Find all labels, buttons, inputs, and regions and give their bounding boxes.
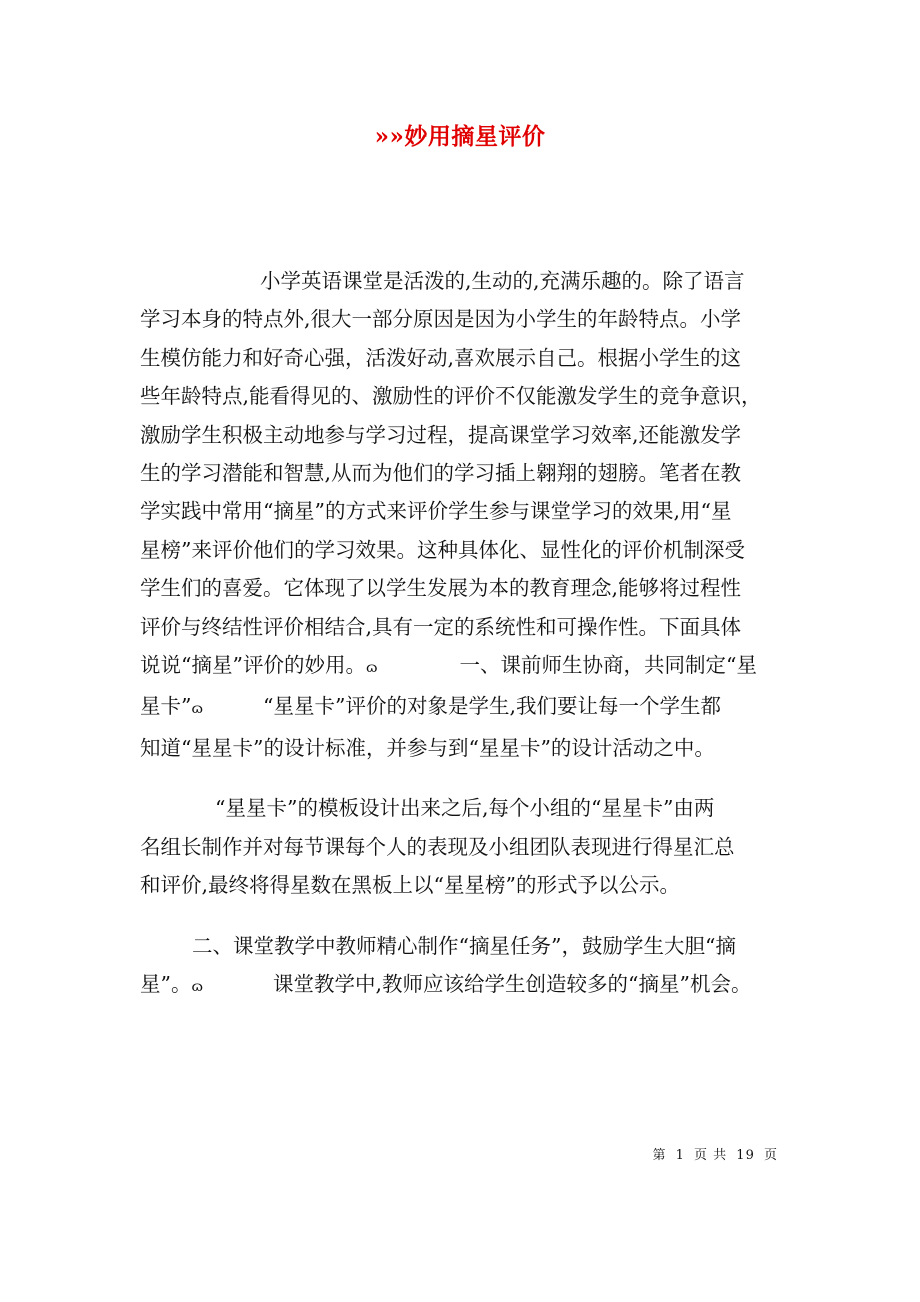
paragraph-line: 和评价,最终将得星数在黑板上以“星星榜”的形式予以公示。 [140,873,680,898]
paragraph-line: 星榜”来评价他们的学习效果。这种具体化、显性化的评价机制深受 [140,537,745,562]
section-heading: 一、课前师生协商，共同制定“星 [459,653,757,678]
paragraph-line: 些年龄特点,能看得见的、激励性的评价不仅能激发学生的竞争意识， [140,384,762,409]
paragraph-line: 名组长制作并对每节课每个人的表现及小组团队表现进行得星汇总 [140,834,735,859]
text-segment: 课堂教学中,教师应该给学生创造较多的“摘星”机会。 [272,971,752,996]
paragraph-line: 学习本身的特点外,很大一部分原因是因为小学生的年龄特点。小学 [140,307,742,332]
paragraph-line: 学实践中常用“摘星”的方式来评价学生参与课堂学习的效果,用“星 [140,499,732,524]
paragraph-line: “星星卡”的模板设计出来之后,每个小组的“星星卡”由两 [215,796,715,821]
paragraph-marker-icon: ɷ [191,701,203,718]
paragraph-line [140,965,784,1006]
paragraph-line: 小学英语课堂是活泼的,生动的,充满乐趣的。除了语言 [260,269,745,293]
footer-suffix: 页 [763,1148,778,1163]
text-segment: 说说“摘星”评价的妙用。 [140,653,366,678]
page-title: »»妙用摘星评价 [374,123,546,150]
paragraph-line: 生模仿能力和好奇心强，活泼好动,喜欢展示自己。根据小学生的这 [140,345,742,370]
paragraph-line: 学生们的喜爱。它体现了以学生发展为本的教育理念,能够将过程性 [140,576,742,601]
footer-page-number: 1 [675,1148,685,1163]
paragraph-line: 二、课堂教学中教师精心制作“摘星任务”，鼓励学生大胆“摘 [192,933,736,958]
paragraph-spacer [140,767,784,789]
paragraph-line [140,646,784,687]
paragraph-marker-icon: ɷ [191,978,203,995]
paragraph-line: 评价与终结性评价相结合,具有一定的系统性和可操作性。下面具体 [140,614,742,639]
paragraph-line: 生的学习潜能和智慧,从而为他们的学习插上翱翔的翅膀。笔者在教 [140,461,742,486]
text-segment: 星”。 [140,971,192,996]
paragraph-1 [140,262,784,767]
paragraph-line: 知道“星星卡”的设计标准，并参与到“星星卡”的设计活动之中。 [140,735,715,760]
footer-total-pages: 19 [736,1148,755,1163]
paragraph-marker-icon: ɷ [365,660,378,677]
paragraph-line [140,687,784,728]
paragraph-2 [140,789,784,904]
footer-prefix: 第 [652,1148,667,1163]
footer-middle: 页 共 [694,1148,728,1163]
paragraph-3 [140,927,784,1007]
text-segment: 星卡” [140,694,192,719]
body-text [140,262,784,1006]
paragraph-spacer [140,905,784,927]
text-segment: “星星卡”评价的对象是学生,我们要让每一个学生都 [262,694,721,719]
paragraph-line: 激励学生积极主动地参与学习过程，提高课堂学习效率,还能激发学 [140,422,742,447]
page-footer [650,1144,780,1163]
